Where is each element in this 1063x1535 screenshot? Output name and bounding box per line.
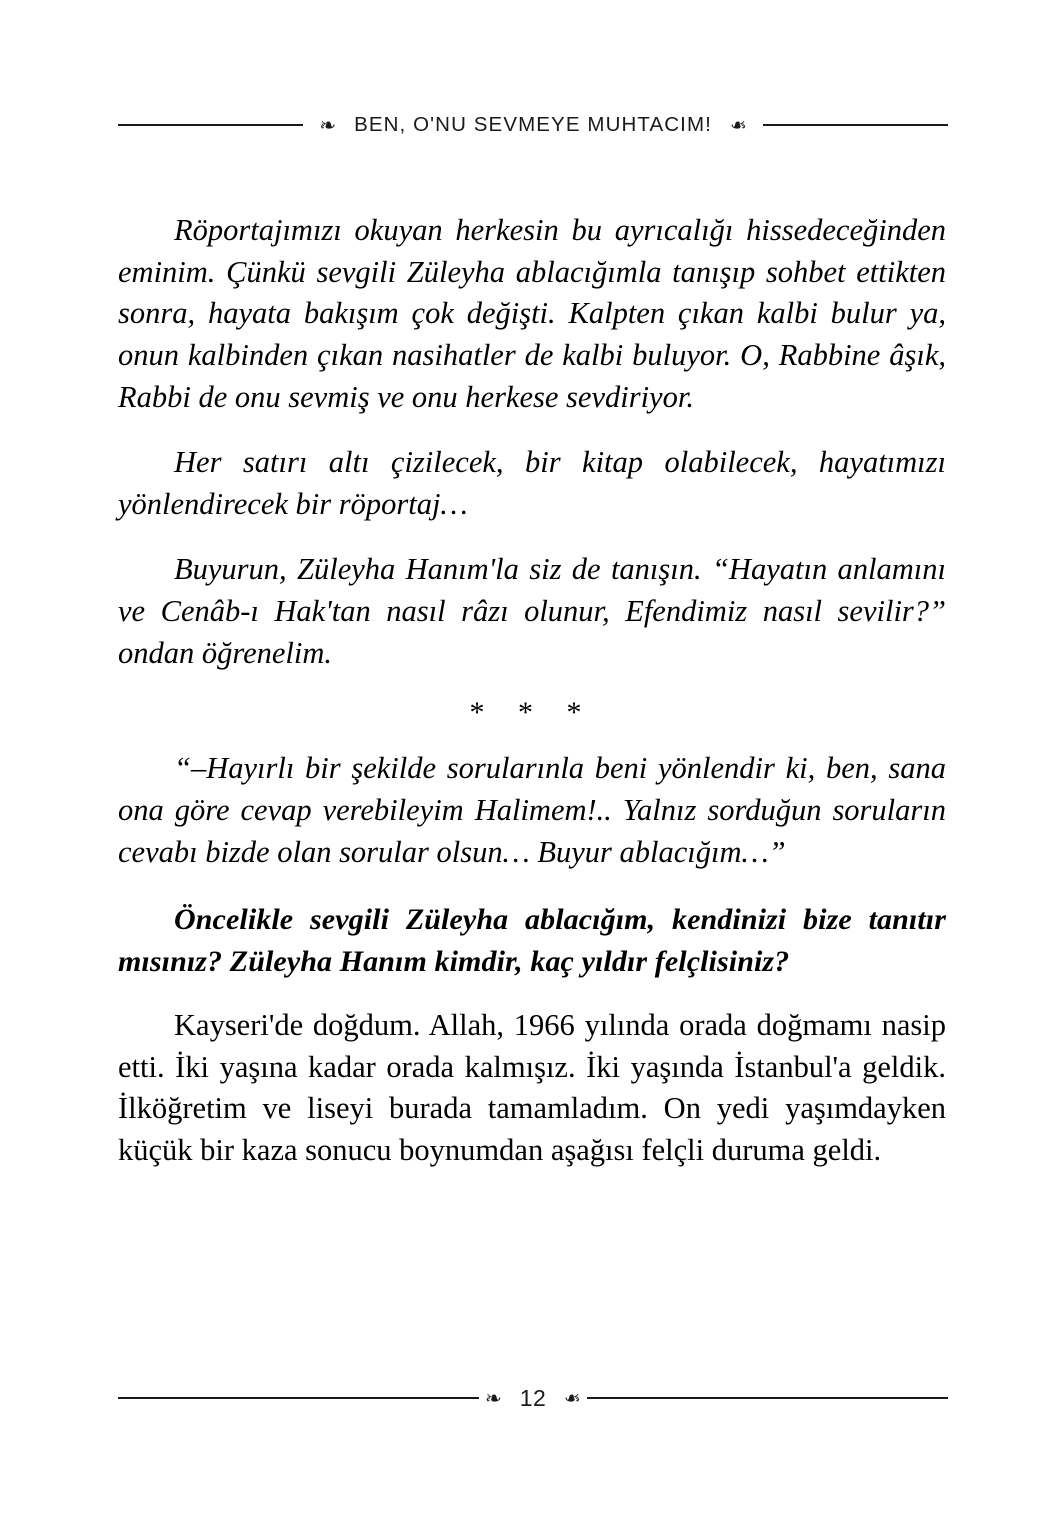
footer-rule-right — [587, 1397, 948, 1399]
paragraph-invitation: Buyurun, Züleyha Hanım'la siz de tanışın. “Hayatın anlamını ve Cenâb-ı Hak'tan nasıl râzı olunur, Efendimiz nasıl sevilir?” ondan öğrenelim. — [118, 552, 946, 670]
header-rule-right — [763, 124, 948, 126]
interview-answer: Kayseri'de doğdum. Allah, 1966 yılında orada doğmamı nasip etti. İki yaşına kadar orada kalmışız. İki yaşında İstanbul'a geldik. İlköğretim ve liseyi burada tamamladım. On yedi yaşımdayken küçük bir kaza sonucu boynumdan aşağısı felçli duruma geldi. — [118, 1008, 946, 1167]
footer-ornament-left-icon: ❧ — [484, 1386, 502, 1410]
paragraph-summary: Her satırı altı çizilecek, bir kitap olabilecek, hayatımızı yönlendirecek bir röportaj… — [118, 445, 946, 521]
page-number: 12 — [519, 1384, 547, 1411]
paragraph-quote: “–Hayırlı bir şekilde sorularınla beni yönlendir ki, ben, sana ona göre cevap verebileyim Halimem!.. Yalnız sorduğun soruların cevabı bizde olan sorular olsun… Buyur ablacığım…” — [118, 751, 946, 869]
page-footer — [118, 1378, 948, 1418]
footer-ornament-right-icon: ❧ — [564, 1386, 582, 1410]
section-divider: * * * — [469, 696, 595, 730]
running-header — [118, 105, 948, 145]
page-content — [118, 210, 946, 1172]
footer-rule-left — [118, 1397, 479, 1399]
interview-question: Öncelikle sevgili Züleyha ablacığım, kendinizi bize tanıtır mısınız? Züleyha Hanım kimdir, kaç yıldır felçlisiniz? — [118, 903, 946, 979]
ornament-right-icon: ❧ — [729, 113, 747, 137]
ornament-left-icon: ❧ — [319, 113, 337, 137]
paragraph-intro: Röportajımızı okuyan herkesin bu ayrıcalığı hissedeceğinden eminim. Çünkü sevgili Züleyha ablacığımla tanışıp sohbet ettikten sonra, hayata bakışım çok değişti. Kalpten çıkan kalbi bulur ya, onun kalbinden çıkan nasihatler de kalbi buluyor. O, Rabbine âşık, Rabbi de onu sevmiş ve onu herkese sevdiriyor. — [118, 213, 946, 414]
header-rule-left — [118, 124, 303, 126]
header-title: BEN, O'NU SEVMEYE MUHTACIM! — [354, 113, 712, 136]
